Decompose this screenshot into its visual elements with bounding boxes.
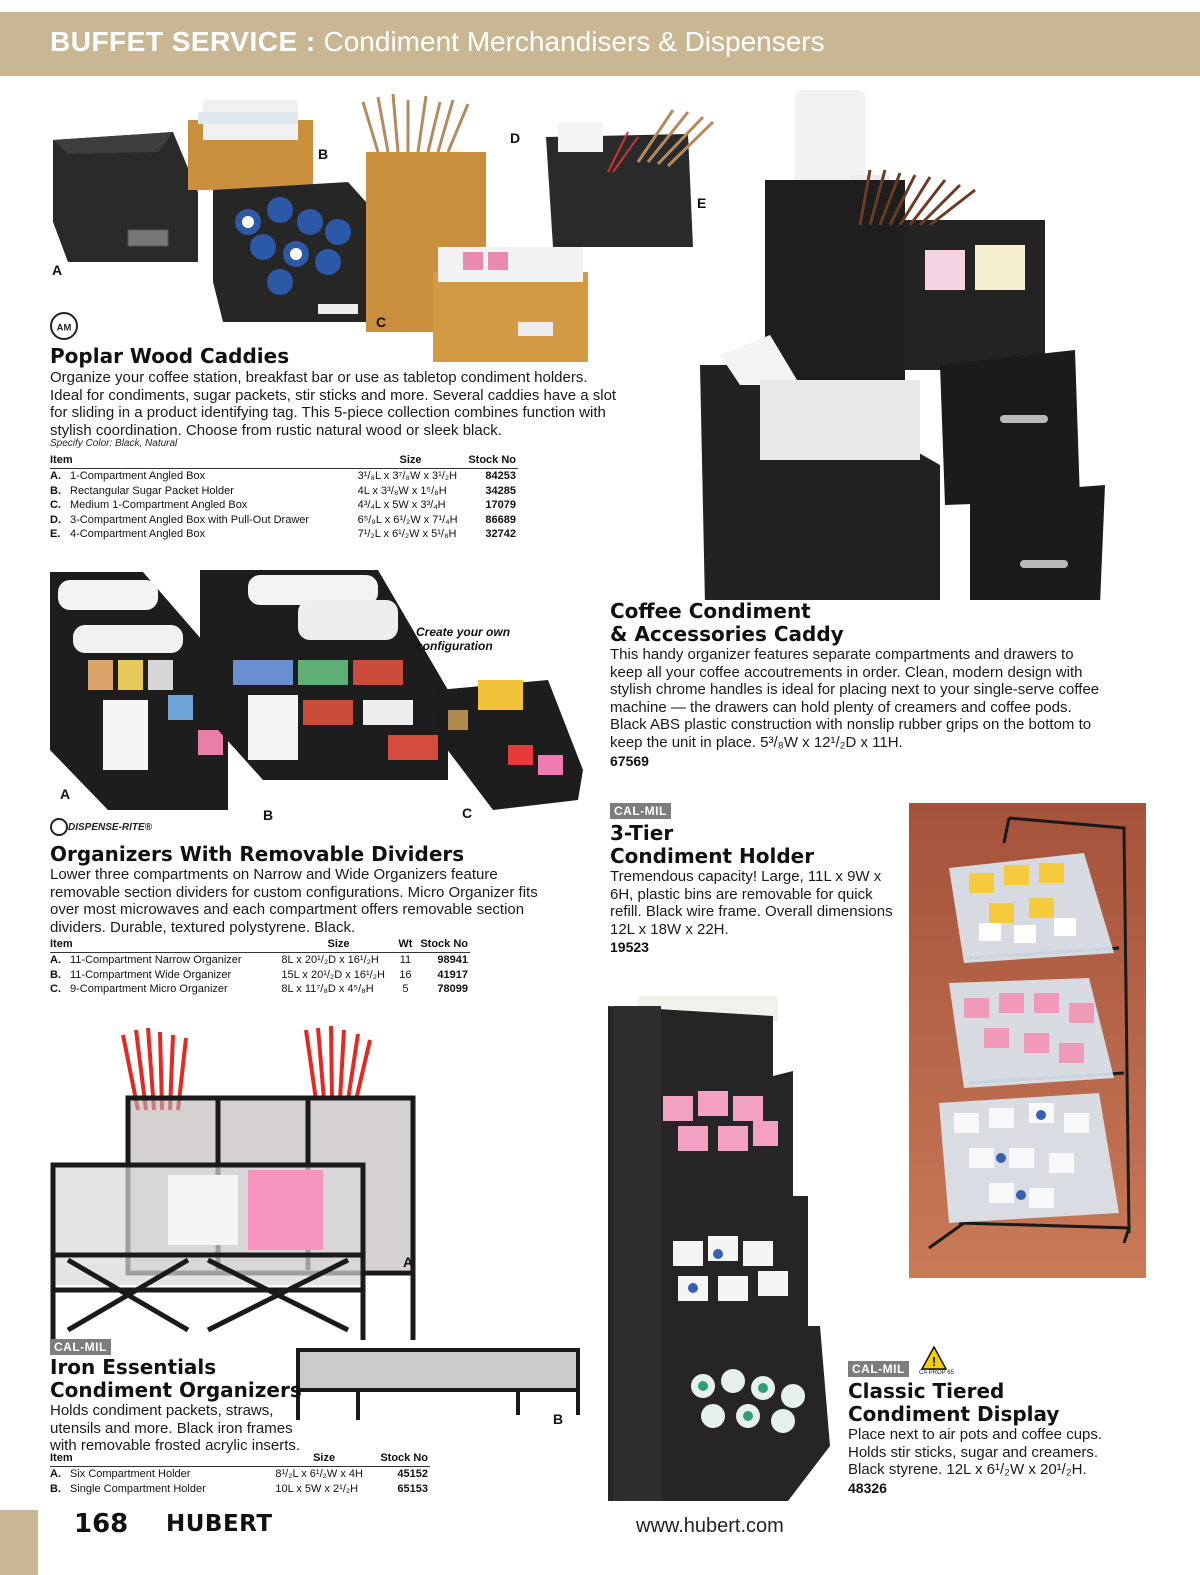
row-item: 11-Compartment Narrow Organizer bbox=[70, 954, 242, 966]
column-header-item: Item bbox=[50, 938, 281, 953]
footer-side-bar bbox=[0, 1510, 38, 1575]
row-item: Six Compartment Holder bbox=[70, 1468, 191, 1480]
page-header-title bbox=[50, 26, 825, 58]
table-row bbox=[50, 527, 518, 542]
row-stock: 86689 bbox=[485, 513, 516, 526]
row-letter: C. bbox=[50, 499, 61, 511]
row-size: 4L x 3³/₈W x 1⁵/₈H bbox=[357, 484, 447, 497]
row-letter: A. bbox=[50, 954, 61, 966]
cal-mil-logo: CAL-MIL bbox=[848, 1361, 909, 1377]
image-label-c: C bbox=[376, 314, 387, 330]
row-size: 4³/₄L x 5W x 3³/₄H bbox=[357, 499, 446, 511]
row-item: Medium 1-Compartment Angled Box bbox=[70, 499, 248, 511]
image-label-a: A bbox=[52, 262, 63, 278]
american-metalcraft-logo bbox=[50, 312, 78, 340]
svg-text:!: ! bbox=[931, 1354, 937, 1369]
row-size: 8L x 11⁷/₈D x 4⁵/₈H bbox=[281, 983, 374, 995]
website-link[interactable]: www.hubert.com bbox=[636, 1515, 784, 1537]
table-row bbox=[50, 953, 470, 968]
three-tier-description: Tremendous capacity! Large, 11L x 9W x 6H, plastic bins are removable for quick refill. Black wire frame. Overall dimensions 12L x 18W x 22H. bbox=[610, 868, 893, 938]
column-header-size: Size bbox=[358, 454, 466, 469]
table-row bbox=[50, 484, 518, 499]
three-tier-title-line2: Condiment Holder bbox=[610, 844, 815, 868]
row-item: 9-Compartment Micro Organizer bbox=[70, 983, 228, 995]
coffee-caddy-title-line2: & Accessories Caddy bbox=[610, 622, 844, 646]
row-letter: A. bbox=[50, 470, 61, 482]
image-label-c: C bbox=[462, 805, 473, 821]
row-size: 7¹/₂L x 6¹/₂W x 5¹/₈H bbox=[357, 528, 457, 540]
brand-logo: HUBERT bbox=[166, 1511, 273, 1537]
create-own-callout: Create your own configuration bbox=[416, 625, 511, 653]
classic-title-line2: Condiment Display bbox=[848, 1402, 1060, 1426]
row-stock: 41917 bbox=[437, 968, 468, 981]
row-stock: 98941 bbox=[437, 954, 468, 966]
column-header-item: Item bbox=[50, 1452, 275, 1467]
poplar-description: Organize your coffee station, breakfast bar or use as tabletop condiment holders. Ideal for condiments, sugar packets, stir sticks and more. Several caddies have a slot for sliding in a product identifying tag. This 5-piece collection combines function with stylish coordination. Choose from rustic natural wood or sleek black. bbox=[50, 369, 617, 439]
classic-tiered-photo bbox=[608, 996, 833, 1501]
three-tier-stock-number: 19523 bbox=[610, 939, 649, 955]
column-header-item: Item bbox=[50, 454, 358, 469]
table-row bbox=[50, 982, 470, 997]
image-label-b: B bbox=[553, 1411, 564, 1427]
column-header-stock: Stock No bbox=[415, 938, 470, 953]
table-row bbox=[50, 469, 518, 484]
row-stock: 34285 bbox=[485, 484, 516, 497]
row-item: 4-Compartment Angled Box bbox=[70, 528, 206, 540]
section-subtitle: Condiment Merchandisers & Dispensers bbox=[323, 26, 825, 57]
classic-description: Place next to air pots and coffee cups. Holds stir sticks, sugar and creamers. Black styrene. 12L x 6¹/₂W x 20¹/₂H. bbox=[848, 1426, 1103, 1478]
iron-description: Holds condiment packets, straws, utensils and more. Black iron frames with removable frosted acrylic inserts. bbox=[50, 1402, 301, 1454]
column-header-size: Size bbox=[281, 938, 397, 953]
three-tier-photo bbox=[909, 803, 1146, 1278]
coffee-caddy-photo bbox=[700, 85, 1110, 600]
row-stock: 45152 bbox=[397, 1468, 428, 1480]
iron-title-line2: Condiment Organizers bbox=[50, 1378, 302, 1402]
warning-triangle-icon bbox=[921, 1346, 947, 1370]
image-label-b: B bbox=[318, 146, 329, 162]
table-row bbox=[50, 1467, 430, 1482]
iron-title-line1: Iron Essentials bbox=[50, 1355, 217, 1379]
row-stock: 65153 bbox=[397, 1482, 428, 1495]
row-letter: B. bbox=[50, 968, 61, 981]
cal-mil-logo: CAL-MIL bbox=[50, 1339, 111, 1355]
row-size: 15L x 20¹/₂D x 16¹/₂H bbox=[281, 968, 385, 981]
image-label-e: E bbox=[697, 195, 707, 211]
dispense-rite-logo-text: DISPENSE-RITE® bbox=[68, 822, 153, 833]
cal-mil-logo: CAL-MIL bbox=[610, 803, 671, 819]
organizers-photo bbox=[48, 570, 588, 820]
row-size: 3¹/₈L x 3⁷/₈W x 3¹/₂H bbox=[357, 470, 458, 482]
row-weight: 5 bbox=[402, 983, 409, 995]
section-name: BUFFET SERVICE : bbox=[50, 26, 316, 57]
row-item: Rectangular Sugar Packet Holder bbox=[70, 484, 234, 497]
ca-prop-65-label: CA PROP 65 bbox=[919, 1370, 954, 1376]
row-size: 8¹/₂L x 6¹/₂W x 4H bbox=[275, 1468, 363, 1480]
image-label-a: A bbox=[403, 1254, 414, 1270]
table-row bbox=[50, 498, 518, 513]
row-weight: 16 bbox=[399, 968, 412, 981]
three-tier-title-line1: 3-Tier bbox=[610, 821, 674, 845]
row-letter: B. bbox=[50, 484, 61, 497]
row-size: 8L x 20¹/₂D x 16¹/₂H bbox=[281, 954, 379, 966]
image-label-d: D bbox=[510, 130, 521, 146]
table-row bbox=[50, 968, 470, 983]
poplar-title: Poplar Wood Caddies bbox=[50, 344, 290, 368]
image-label-a: A bbox=[60, 786, 71, 802]
table-row bbox=[50, 1482, 430, 1497]
row-stock: 78099 bbox=[437, 983, 468, 995]
row-item: 1-Compartment Angled Box bbox=[70, 470, 206, 482]
row-item: 3-Compartment Angled Box with Pull-Out Drawer bbox=[70, 513, 310, 526]
column-header-stock: Stock No bbox=[375, 1452, 430, 1467]
row-letter: D. bbox=[50, 513, 61, 526]
image-label-b: B bbox=[263, 807, 274, 823]
organizers-description: Lower three compartments on Narrow and Wide Organizers feature removable section dividers for custom configurations. Micro Organizer fits over most microwaves and each compartment offers removable section dividers. Durable, textured polystyrene. Black. bbox=[50, 866, 538, 936]
coffee-caddy-title-line1: Coffee Condiment bbox=[610, 599, 811, 623]
row-size: 10L x 5W x 2¹/₂H bbox=[275, 1482, 359, 1495]
row-stock: 84253 bbox=[485, 470, 516, 482]
row-stock: 32742 bbox=[485, 528, 516, 540]
page-number: 168 bbox=[74, 1509, 129, 1539]
row-stock: 17079 bbox=[485, 499, 516, 511]
poplar-caddies-photo bbox=[48, 82, 728, 362]
poplar-spec-table bbox=[50, 454, 518, 542]
classic-stock-number: 48326 bbox=[848, 1480, 887, 1496]
row-weight: 11 bbox=[399, 954, 412, 966]
column-header-wt: Wt bbox=[398, 938, 416, 953]
row-letter: A. bbox=[50, 1468, 61, 1480]
column-header-size: Size bbox=[275, 1452, 374, 1467]
organizers-title: Organizers With Removable Dividers bbox=[50, 842, 465, 866]
coffee-caddy-stock-number: 67569 bbox=[610, 753, 649, 769]
row-item: Single Compartment Holder bbox=[70, 1482, 206, 1495]
dispense-rite-logo-icon bbox=[50, 818, 68, 836]
row-letter: B. bbox=[50, 1482, 61, 1495]
row-item: 11-Compartment Wide Organizer bbox=[70, 968, 232, 981]
poplar-color-note: Specify Color: Black, Natural bbox=[50, 438, 178, 449]
row-size: 6⁵/₈L x 6¹/₂W x 7¹/₄H bbox=[357, 513, 458, 526]
svg-text:AM: AM bbox=[56, 321, 72, 333]
column-header-stock: Stock No bbox=[465, 454, 518, 469]
coffee-caddy-description: This handy organizer features separate compartments and drawers to keep all your coffee accoutrements in order. Clean, modern design with stylish chrome handles is ideal for placing next to your single-serve coffee machine — the drawers can hold plenty of creamers and coffee pods. Black ABS plastic construction with nonslip rubber grips on the bottom to keep the unit in place. 5³/₈W x 12¹/₂D x 11H. bbox=[610, 646, 1100, 751]
row-letter: C. bbox=[50, 983, 61, 995]
row-letter: E. bbox=[50, 528, 61, 540]
iron-spec-table bbox=[50, 1452, 430, 1496]
organizers-spec-table bbox=[50, 938, 470, 997]
table-row bbox=[50, 513, 518, 528]
classic-title-line1: Classic Tiered bbox=[848, 1379, 1005, 1403]
